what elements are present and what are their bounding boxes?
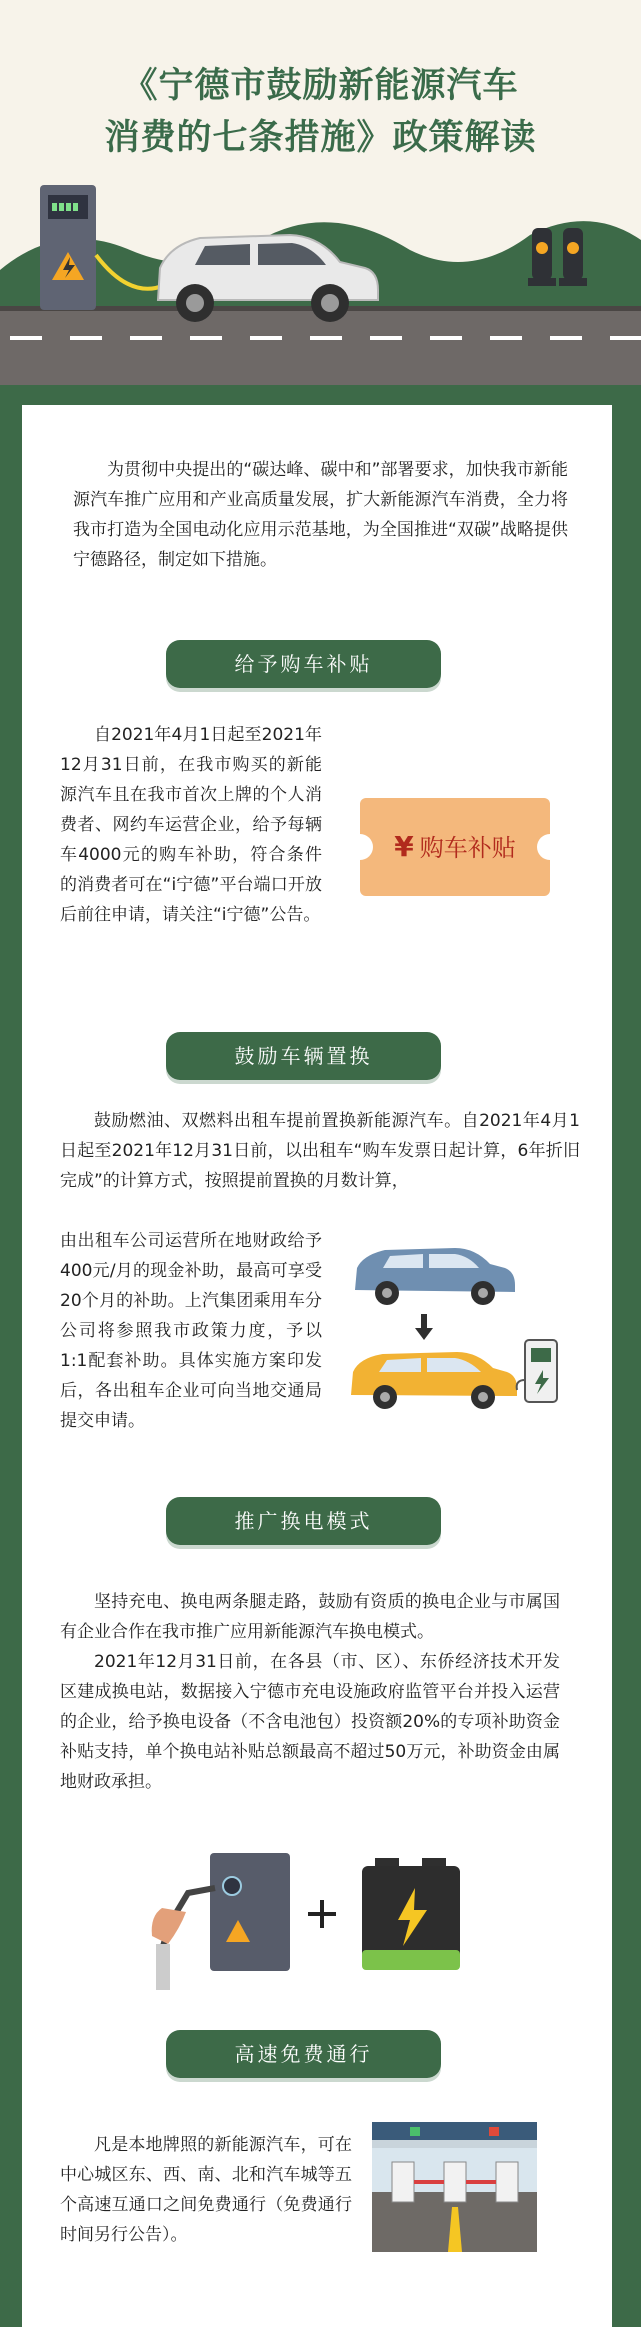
battery-icon (362, 1858, 460, 1970)
section-purchase-subsidy-body: 自2021年4月1日起至2021年12月31日前，在我市购买的新能源汽车且在我市首次上牌的个人消费者、网约车运营企业，给予每辆车4000元的购车补助，符合条件的消费者可在“i宁德”平台端口开放后前往申请，请关注“i宁德”公告。 (60, 725, 322, 925)
section-battery-swap-body-1: 坚持充电、换电两条腿走路，鼓励有资质的换电企业与市属国有企业合作在我市推广应用新能源汽车换电模式。 (60, 1592, 560, 1642)
ticket-text: 购车补贴 (419, 834, 516, 862)
page-title (0, 60, 641, 164)
down-arrow-icon (415, 1314, 433, 1340)
ticket-label (360, 798, 550, 896)
toll-gate-illustration (372, 2122, 537, 2252)
yen-icon: ¥ (394, 830, 414, 863)
header-banner (0, 0, 641, 385)
yellow-taxi-icon (351, 1352, 517, 1409)
battery-swap-illustration (140, 1848, 470, 1998)
section-title-purchase-subsidy: 给予购车补贴 (166, 640, 441, 688)
section-replacement-body-top: 鼓励燃油、双燃料出租车提前置换新能源汽车。自2021年4月1日起至2021年12月31日前，以出租车“购车发票日起计算，6年折旧完成”的计算方式，按照提前置换的月数计算， (60, 1111, 580, 1191)
section-title-free-toll: 高速免费通行 (166, 2030, 441, 2078)
section-title-battery-swap: 推广换电模式 (166, 1497, 441, 1545)
title-line-2: 消费的七条措施》政策解读 (104, 117, 537, 158)
section-replacement-body-side: 由出租车公司运营所在地财政给予400元/月的现金补助，最高可享受20个月的补助。上汽集团乘用车分公司将参照我市政策力度，予以1:1配套补助。具体实施方案印发后，各出租车企业可向当地交通局提交申请。 (60, 1231, 322, 1431)
road (0, 308, 641, 385)
charging-hand-icon (152, 1853, 290, 1990)
section-free-toll-body: 凡是本地牌照的新能源汽车，可在中心城区东、西、南、北和汽车城等五个高速互通口之间免费通行（免费通行时间另行公告）。 (60, 2135, 352, 2245)
purchase-subsidy-ticket (360, 798, 550, 896)
car-replacement-illustration (345, 1230, 565, 1410)
toll-station-icon (372, 2122, 537, 2252)
section-battery-swap-body-2: 2021年12月31日前，在各县（市、区）、东侨经济技术开发区建成换电站，数据接入宁德市充电设施政府监管平台并投入运营的企业，给予换电设备（不含电池包）投资额20%的专项补助资金补贴支持，单个换电站补贴总额最高不超过50万元，补助资金由属地财政承担。 (60, 1652, 560, 1792)
title-line-1: 《宁德市鼓励新能源汽车 (122, 65, 519, 106)
blue-suv-icon (355, 1248, 515, 1305)
section-title-vehicle-replacement: 鼓励车辆置换 (166, 1032, 441, 1080)
charging-pile-icon (40, 185, 96, 310)
intro-paragraph: 为贯彻中央提出的“碳达峰、碳中和”部署要求，加快我市新能源汽车推广应用和产业高质量发展，扩大新能源汽车消费，全力将我市打造为全国电动化应用示范基地，为全国推进“双碳”战略提供宁德路径，制定如下措施。 (73, 460, 568, 570)
charging-station-icon (517, 1340, 557, 1402)
plus-icon (308, 1900, 336, 1928)
header-illustration (0, 0, 641, 385)
